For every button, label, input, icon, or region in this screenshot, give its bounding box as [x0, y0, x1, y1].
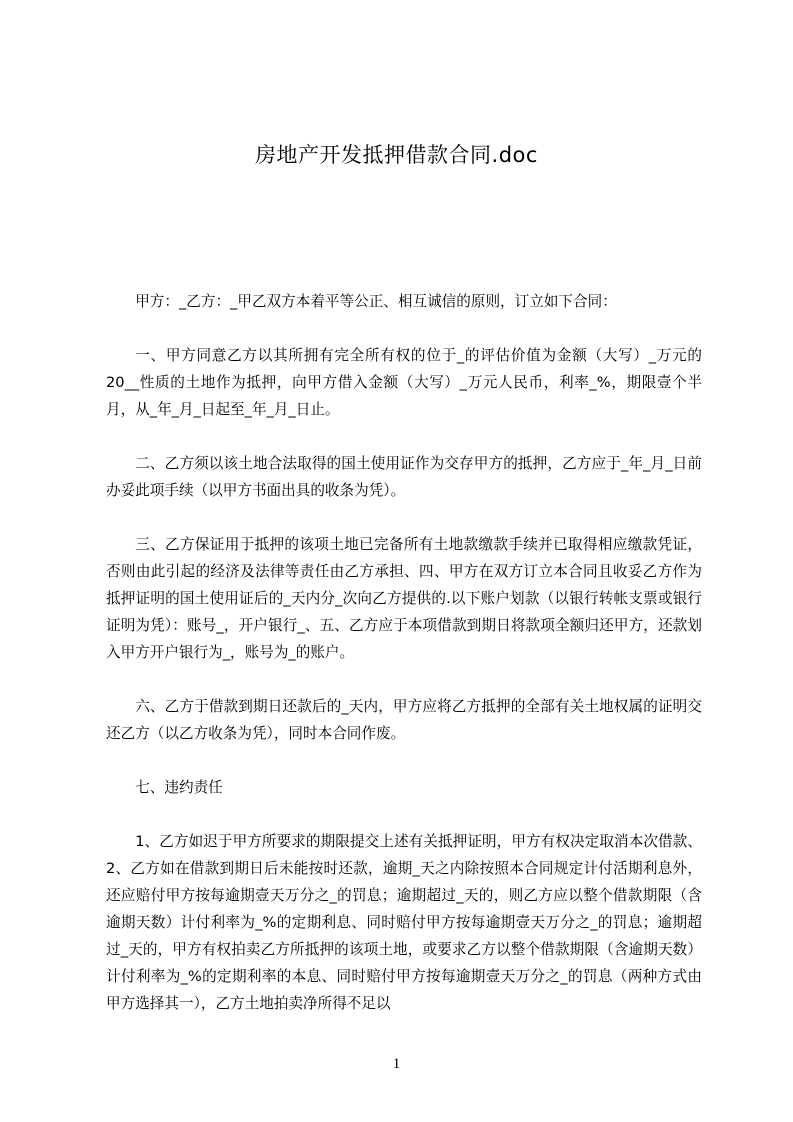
document-body	[106, 288, 702, 1017]
paragraph-clause-3-5: 三、乙方保证用于抵押的该项土地已完备所有土地款缴款手续并已取得相应缴款凭证，否则由此引起的经济及法律等责任由乙方承担、四、甲方在双方订立本合同且收妥乙方作为抵押证明的国土使用证后的_天内分_次向乙方提供的.以下账户划款（以银行转帐支票或银行证明为凭）：账号_，开户银行_、五、乙方应于本项借款到期日将款项全额归还甲方，还款划入甲方开户银行为_，账号为_的账户。	[106, 536, 702, 661]
paragraph-clause-1: 一、甲方同意乙方以其所拥有完全所有权的位于_的评估价值为金额（大写）_万元的 20__性质的土地作为抵押，向甲方借入金额（大写）_万元人民币，利率_%，期限壹个半月，从_年_月_日起至_年_月_日止。	[106, 347, 702, 418]
paragraph-clause-2: 二、乙方须以该土地合法取得的国土使用证作为交存甲方的抵押，乙方应于_年_月_日前办妥此项手续（以甲方书面出具的收条为凭）。	[106, 455, 702, 499]
paragraph-parties: 甲方：_乙方：_甲乙双方本着平等公正、相互诚信的原则，订立如下合同：	[135, 293, 617, 310]
paragraph-clause-7-heading: 七、违约责任	[135, 779, 223, 796]
document-title: 房地产开发抵押借款合同.doc	[255, 143, 538, 167]
paragraph-breach-1: 1、乙方如迟于甲方所要求的期限提交上述有关抵押证明，甲方有权决定取消本次借款、2、乙方如在借款到期日后未能按时还款，逾期_天之内除按照本合同规定计付活期利息外，还应赔付甲方按每逾期壹天万分之_的罚息；逾期超过_天的，则乙方应以整个借款期限（含逾期天数）计付利率为_%的定期利息、同时赔付甲方按每逾期壹天万分之_的罚息；逾期超过_天的，甲方有权拍卖乙方所抵押的该项土地，或要求乙方以整个借款期限（含逾期天数）计付利率为_%的定期利率的本息、同时赔付甲方按每逾期壹天万分之_的罚息（两种方式由甲方选择其一），乙方土地拍卖净所得不足以	[106, 833, 702, 1012]
page-number: 1	[392, 1056, 401, 1072]
paragraph-clause-6: 六、乙方于借款到期日还款后的_天内，甲方应将乙方抵押的全部有关土地权属的证明交还乙方（以乙方收条为凭），同时本合同作废。	[106, 698, 702, 742]
